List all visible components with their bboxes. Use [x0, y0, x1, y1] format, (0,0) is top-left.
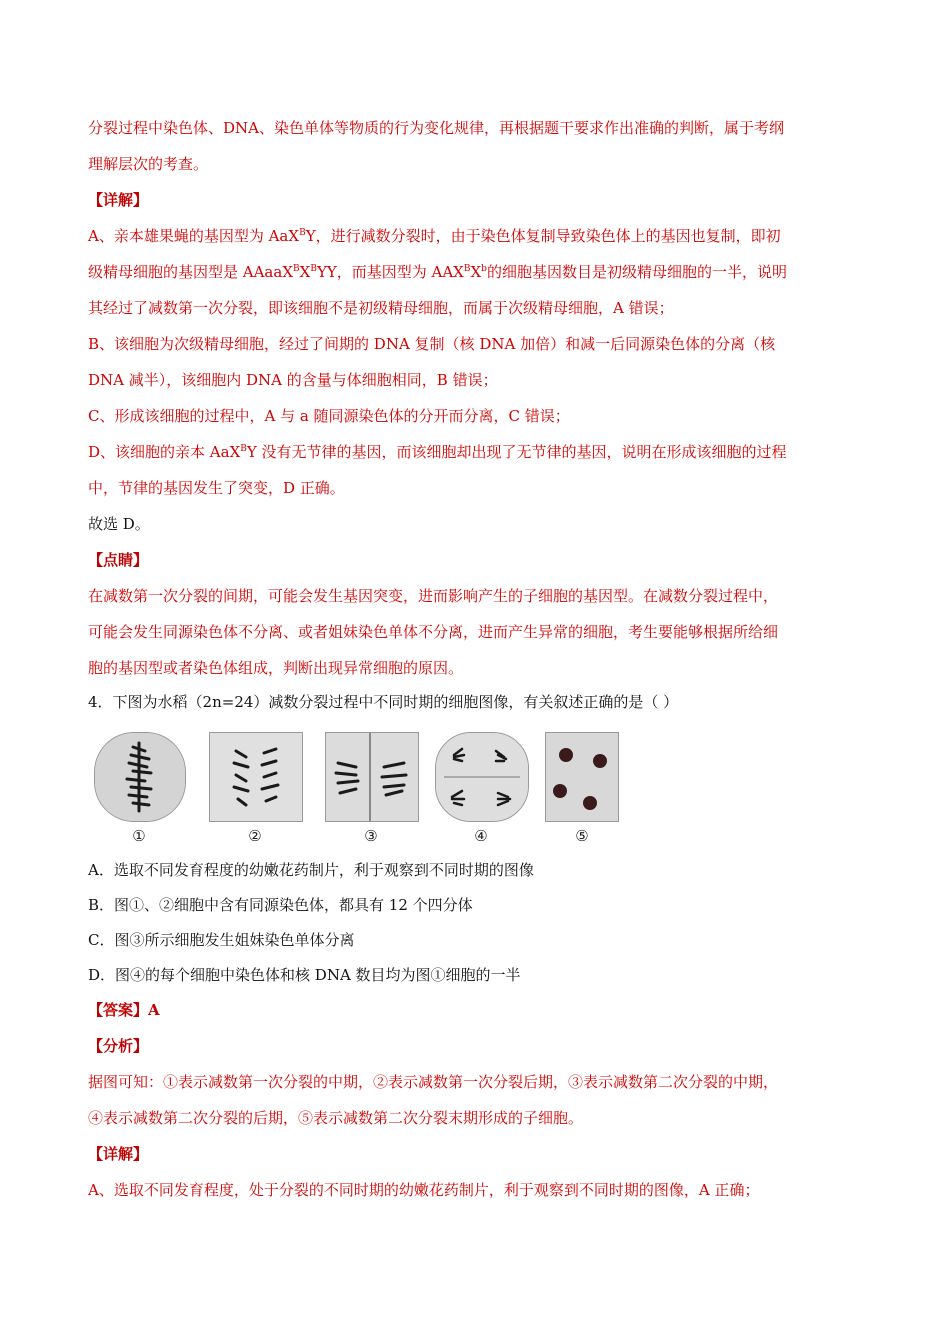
anaphase-ii-image	[436, 733, 528, 821]
answer-line: 【答案】A	[88, 1001, 160, 1019]
q4-option-d: D．图④的每个细胞中染色体和核 DNA 数目均为图①细胞的一半	[88, 966, 521, 984]
figure-label-4: ④	[474, 827, 488, 845]
metaphase-ii-image	[326, 733, 418, 821]
figure-label-5: ⑤	[575, 827, 589, 845]
q4-option-a: A．选取不同发育程度的幼嫩花药制片，利于观察到不同时期的图像	[88, 861, 534, 879]
figure-label-1: ①	[132, 827, 146, 845]
q3-option-d-line-1: D、该细胞的亲本 AaX$^B$Y 没有无节律的基因，而该细胞却出现了无节律的基因，说明在形成该细胞的过程	[88, 443, 787, 461]
q3-option-d-line-2: 中，节律的基因发生了突变，D 正确。	[88, 479, 345, 497]
intro-line-1: 分裂过程中染色体、DNA、染色单体等物质的行为变化规律，再根据题干要求作出准确的判断，属于考纲	[88, 119, 784, 137]
anaphase-i-image	[210, 733, 302, 821]
q3-option-a-line-1: A、亲本雄果蝇的基因型为 AaX$^B$Y，进行减数分裂时，由于染色体复制导致染色体上的基因也复制，即初	[88, 227, 781, 245]
telophase-ii-image	[546, 733, 618, 821]
tip-heading: 【点睛】	[88, 551, 149, 569]
figure-label-3: ③	[364, 827, 378, 845]
q3-option-a-line-2: 级精母细胞的基因型是 $AAaaX^BX^BYY$，而基因型为 $AAX^BX^b$的细胞基因数目是初级精母细胞的一半，说明	[88, 263, 787, 281]
q4-detail-a: A、选取不同发育程度，处于分裂的不同时期的幼嫩花药制片，利于观察到不同时期的图像，A 正确；	[88, 1181, 760, 1199]
q3-option-a-line-3: 其经过了减数第一次分裂，即该细胞不是初级精母细胞，而属于次级精母细胞，A 错误；	[88, 299, 674, 317]
analysis-line-1: 据图可知：①表示减数第一次分裂的中期，②表示减数第一次分裂后期，③表示减数第二次分裂的中期，	[88, 1073, 779, 1091]
detail-heading: 【详解】	[88, 191, 149, 209]
choose-answer: 故选 D。	[88, 515, 150, 533]
tip-line-2: 可能会发生同源染色体不分离、或者姐妹染色单体不分离，进而产生异常的细胞，考生要能够根据所给细	[88, 623, 779, 641]
tip-line-1: 在减数第一次分裂的间期，可能会发生基因突变，进而影响产生的子细胞的基因型。在减数分裂过程中，	[88, 587, 779, 605]
metaphase-i-image	[95, 733, 185, 821]
cell-image-4	[435, 732, 529, 822]
cell-image-3	[325, 732, 419, 822]
cell-image-1	[94, 732, 186, 822]
intro-line-2: 理解层次的考查。	[88, 155, 209, 173]
cell-images-figure	[88, 732, 628, 852]
analysis-heading: 【分析】	[88, 1037, 149, 1055]
q3-option-b-line-2: DNA 减半），该细胞内 DNA 的含量与体细胞相同，B 错误；	[88, 371, 498, 389]
detail-heading-2: 【详解】	[88, 1145, 149, 1163]
question-4-stem: 4．下图为水稻（2n=24）减数分裂过程中不同时期的细胞图像，有关叙述正确的是（ ）	[88, 693, 679, 711]
q4-option-c: C．图③所示细胞发生姐妹染色单体分离	[88, 931, 355, 949]
analysis-line-2: ④表示减数第二次分裂的后期，⑤表示减数第二次分裂末期形成的子细胞。	[88, 1109, 584, 1127]
figure-label-2: ②	[248, 827, 262, 845]
tip-line-3: 胞的基因型或者染色体组成，判断出现异常细胞的原因。	[88, 659, 464, 677]
q3-option-b-line-1: B、该细胞为次级精母细胞，经过了间期的 DNA 复制（核 DNA 加倍）和减一后同源染色体的分离（核	[88, 335, 776, 353]
q3-option-c: C、形成该细胞的过程中，A 与 a 随同源染色体的分开而分离，C 错误；	[88, 407, 570, 425]
q4-option-b: B．图①、②细胞中含有同源染色体，都具有 12 个四分体	[88, 896, 473, 914]
cell-image-2	[209, 732, 303, 822]
cell-image-5	[545, 732, 619, 822]
